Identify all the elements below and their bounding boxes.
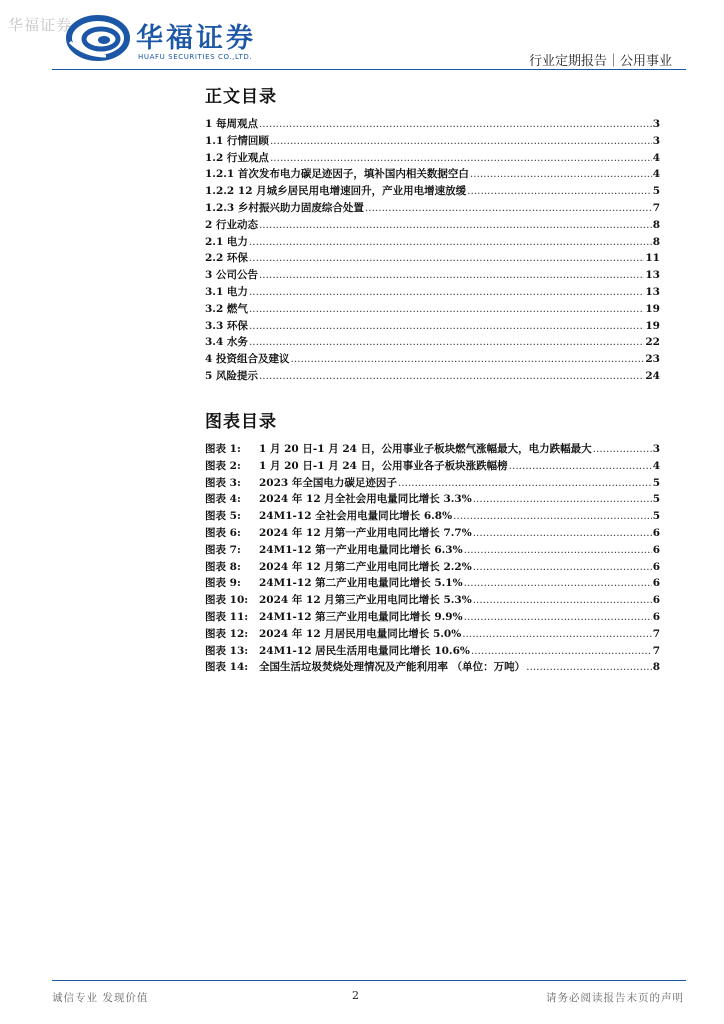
figure-entry-title <box>205 542 463 559</box>
figure-entry-text: 2024 年 12 月居民用电量同比增长 5.0% <box>259 627 462 640</box>
figure-entry[interactable] <box>205 508 660 525</box>
logo-swirl-icon <box>66 12 130 64</box>
dot-leader <box>249 318 644 335</box>
dot-leader <box>526 659 652 676</box>
figure-entry-title <box>205 659 525 676</box>
figure-entry-number: 图表 14: <box>205 661 249 674</box>
figure-entry-title <box>205 626 461 643</box>
toc-entry-title: 1.2 行业观点 <box>205 151 269 164</box>
entry-page-number: 3 <box>652 134 660 147</box>
footer-divider <box>52 980 686 981</box>
figure-entry-text: 24M1-12 第二产业用电量同比增长 5.1% <box>259 577 463 590</box>
figures-list <box>205 441 660 676</box>
figure-entry-number: 图表 12: <box>205 627 249 640</box>
toc-entry-title: 3.2 燃气 <box>205 302 248 315</box>
figure-entry-title <box>205 559 472 576</box>
figure-entry-number: 图表 7: <box>205 543 241 556</box>
figure-entry-text: 2023 年全国电力碳足迹因子 <box>259 476 397 489</box>
toc-entry[interactable] <box>205 133 660 150</box>
figure-entry-number: 图表 10: <box>205 594 249 607</box>
toc-entry-title: 3.3 环保 <box>205 319 248 332</box>
toc-entry[interactable] <box>205 234 660 251</box>
dot-leader <box>467 183 652 200</box>
figure-entry-number: 图表 13: <box>205 644 249 657</box>
entry-page-number: 6 <box>652 560 660 573</box>
figure-entry-title <box>205 441 592 458</box>
figure-entry[interactable] <box>205 609 660 626</box>
figure-entry-text: 24M1-12 第一产业用电量同比增长 6.3% <box>259 543 463 556</box>
figure-entry[interactable] <box>205 458 660 475</box>
figure-entry[interactable] <box>205 626 660 643</box>
dot-leader <box>464 542 652 559</box>
figure-entry-title <box>205 525 472 542</box>
figure-entry-title <box>205 609 463 626</box>
toc-entry[interactable] <box>205 351 660 368</box>
figure-entry[interactable] <box>205 525 660 542</box>
figure-entry[interactable] <box>205 592 660 609</box>
toc-entry[interactable] <box>205 250 660 267</box>
contents-heading: 正文目录 <box>205 87 277 107</box>
dot-leader <box>249 250 644 267</box>
toc-entry-title: 1.2.3 乡村振兴助力固废综合处置 <box>205 201 364 214</box>
figures-heading: 图表目录 <box>205 412 277 432</box>
dot-leader <box>473 559 652 576</box>
entry-page-number: 6 <box>652 526 660 539</box>
toc-entry[interactable] <box>205 166 660 183</box>
entry-page-number: 6 <box>652 543 660 556</box>
figure-entry-number: 图表 2: <box>205 459 241 472</box>
toc-entry-title: 1 每周观点 <box>205 118 258 130</box>
dot-leader <box>473 491 652 508</box>
figure-entry[interactable] <box>205 575 660 592</box>
toc-entry-title: 1.1 行情回顾 <box>205 134 269 147</box>
entry-page-number: 19 <box>645 302 660 315</box>
dot-leader <box>259 368 644 385</box>
entry-page-number: 13 <box>645 269 660 282</box>
contents-list <box>205 116 660 385</box>
entry-page-number: 23 <box>645 353 660 366</box>
dot-leader <box>462 626 651 643</box>
page-number: 2 <box>352 989 359 1002</box>
figure-entry[interactable] <box>205 475 660 492</box>
figure-entry-title <box>205 575 463 592</box>
toc-entry[interactable] <box>205 301 660 318</box>
figure-entry-number: 图表 4: <box>205 493 241 506</box>
dot-leader <box>259 116 652 133</box>
figure-entry-text: 2024 年 12 月第三产业用电同比增长 5.3% <box>259 594 472 607</box>
logo-chinese-name: 华福证券 <box>136 23 256 54</box>
entry-page-number: 6 <box>652 594 660 607</box>
figure-entry-text: 1 月 20 日-1 月 24 日，公用事业各子板块涨跌幅榜 <box>259 459 508 472</box>
dot-leader <box>249 301 644 318</box>
entry-page-number: 3 <box>652 443 660 455</box>
toc-entry-title: 3.1 电力 <box>205 285 248 298</box>
figure-entry[interactable] <box>205 559 660 576</box>
toc-entry-title: 2 行业动态 <box>205 218 258 231</box>
figure-entry-title <box>205 491 472 508</box>
report-category: 行业定期报告｜公用事业 <box>528 54 672 69</box>
toc-entry[interactable] <box>205 318 660 335</box>
figure-entry-number: 图表 1: <box>205 443 241 455</box>
figure-entry-text: 2024 年 12 月全社会用电量同比增长 3.3% <box>259 493 472 506</box>
toc-entry[interactable] <box>205 284 660 301</box>
toc-entry[interactable] <box>205 183 660 200</box>
figure-entry[interactable] <box>205 542 660 559</box>
figure-entry-title <box>205 643 470 660</box>
entry-page-number: 4 <box>652 151 660 164</box>
toc-entry[interactable] <box>205 334 660 351</box>
entry-page-number: 6 <box>652 577 660 590</box>
entry-page-number: 5 <box>652 476 660 489</box>
entry-page-number: 22 <box>645 336 660 349</box>
dot-leader <box>270 150 652 167</box>
company-logo <box>66 12 266 64</box>
entry-page-number: 4 <box>652 168 660 181</box>
entry-page-number: 19 <box>645 319 660 332</box>
dot-leader <box>249 334 644 351</box>
dot-leader <box>593 441 652 458</box>
entry-page-number: 11 <box>645 252 660 265</box>
toc-entry-title: 2.1 电力 <box>205 235 248 248</box>
entry-page-number: 5 <box>652 510 660 523</box>
figure-entry-number: 图表 9: <box>205 577 241 590</box>
toc-entry-title: 1.2.2 12 月城乡居民用电增速回升，产业用电增速放缓 <box>205 185 467 198</box>
dot-leader <box>470 166 652 183</box>
toc-entry-title: 3 公司公告 <box>205 269 258 282</box>
figure-entry-text: 2024 年 12 月第一产业用电同比增长 7.7% <box>259 526 472 539</box>
figure-entry-title <box>205 592 472 609</box>
watermark: 华福证券 <box>8 16 73 34</box>
dot-leader <box>259 267 644 284</box>
dot-leader <box>259 217 652 234</box>
dot-leader <box>464 609 652 626</box>
entry-page-number: 5 <box>652 185 660 198</box>
entry-page-number: 24 <box>645 369 660 382</box>
figure-entry-number: 图表 3: <box>205 476 241 489</box>
entry-page-number: 7 <box>652 644 660 657</box>
figure-entry[interactable] <box>205 643 660 660</box>
toc-entry[interactable] <box>205 200 660 217</box>
dot-leader <box>249 234 652 251</box>
footer-disclaimer: 请务必阅读报告末页的声明 <box>546 992 684 1004</box>
toc-entry-title: 1.2.1 首次发布电力碳足迹因子，填补国内相关数据空白 <box>205 168 469 181</box>
toc-entry[interactable] <box>205 116 660 133</box>
dot-leader <box>464 575 652 592</box>
toc-entry[interactable] <box>205 217 660 234</box>
entry-page-number: 13 <box>645 285 660 298</box>
entry-page-number: 4 <box>652 459 660 472</box>
figure-entry-text: 2024 年 12 月第二产业用电同比增长 2.2% <box>259 560 472 573</box>
toc-entry-title: 3.4 水务 <box>205 336 248 349</box>
entry-page-number: 7 <box>652 201 660 214</box>
entry-page-number: 6 <box>652 610 660 623</box>
figure-entry[interactable] <box>205 659 660 676</box>
header-divider <box>52 69 686 70</box>
figure-entry-number: 图表 8: <box>205 560 241 573</box>
figure-entry[interactable] <box>205 441 660 458</box>
dot-leader <box>453 508 652 525</box>
toc-entry-title: 5 风险提示 <box>205 369 258 382</box>
dot-leader <box>365 200 652 217</box>
toc-entry-title: 4 投资组合及建议 <box>205 353 290 366</box>
dot-leader <box>398 475 652 492</box>
entry-page-number: 5 <box>652 493 660 506</box>
dot-leader <box>473 525 652 542</box>
dot-leader <box>290 351 644 368</box>
figure-entry-title <box>205 508 452 525</box>
entry-page-number: 8 <box>652 218 660 231</box>
figure-entry-number: 图表 5: <box>205 510 241 523</box>
dot-leader <box>509 458 652 475</box>
figure-entry-title <box>205 475 397 492</box>
figure-entry-number: 图表 6: <box>205 526 241 539</box>
dot-leader <box>270 133 652 150</box>
figure-entry-number: 图表 11: <box>205 610 249 623</box>
entry-page-number: 8 <box>652 235 660 248</box>
footer-slogan: 诚信专业 发现价值 <box>52 992 149 1004</box>
dot-leader <box>473 592 652 609</box>
entry-page-number: 7 <box>652 627 660 640</box>
figure-entry-text: 24M1-12 第三产业用电量同比增长 9.9% <box>259 610 463 623</box>
toc-entry-title: 2.2 环保 <box>205 252 248 265</box>
figure-entry-text: 全国生活垃圾焚烧处理情况及产能利用率 （单位：万吨） <box>259 661 526 674</box>
figure-entry-title <box>205 458 508 475</box>
toc-entry[interactable] <box>205 267 660 284</box>
figure-entry-text: 24M1-12 全社会用电量同比增长 6.8% <box>259 510 453 523</box>
entry-page-number: 3 <box>652 118 660 130</box>
figure-entry[interactable] <box>205 491 660 508</box>
toc-entry[interactable] <box>205 368 660 385</box>
dot-leader <box>471 643 652 660</box>
figure-entry-text: 1 月 20 日-1 月 24 日，公用事业子板块燃气涨幅最大，电力跌幅最大 <box>259 443 592 455</box>
figure-entry-text: 24M1-12 居民生活用电量同比增长 10.6% <box>259 644 470 657</box>
toc-entry[interactable] <box>205 150 660 167</box>
dot-leader <box>249 284 644 301</box>
logo-english-name: HUAFU SECURITIES CO.,LTD. <box>138 53 253 61</box>
entry-page-number: 8 <box>652 661 660 674</box>
